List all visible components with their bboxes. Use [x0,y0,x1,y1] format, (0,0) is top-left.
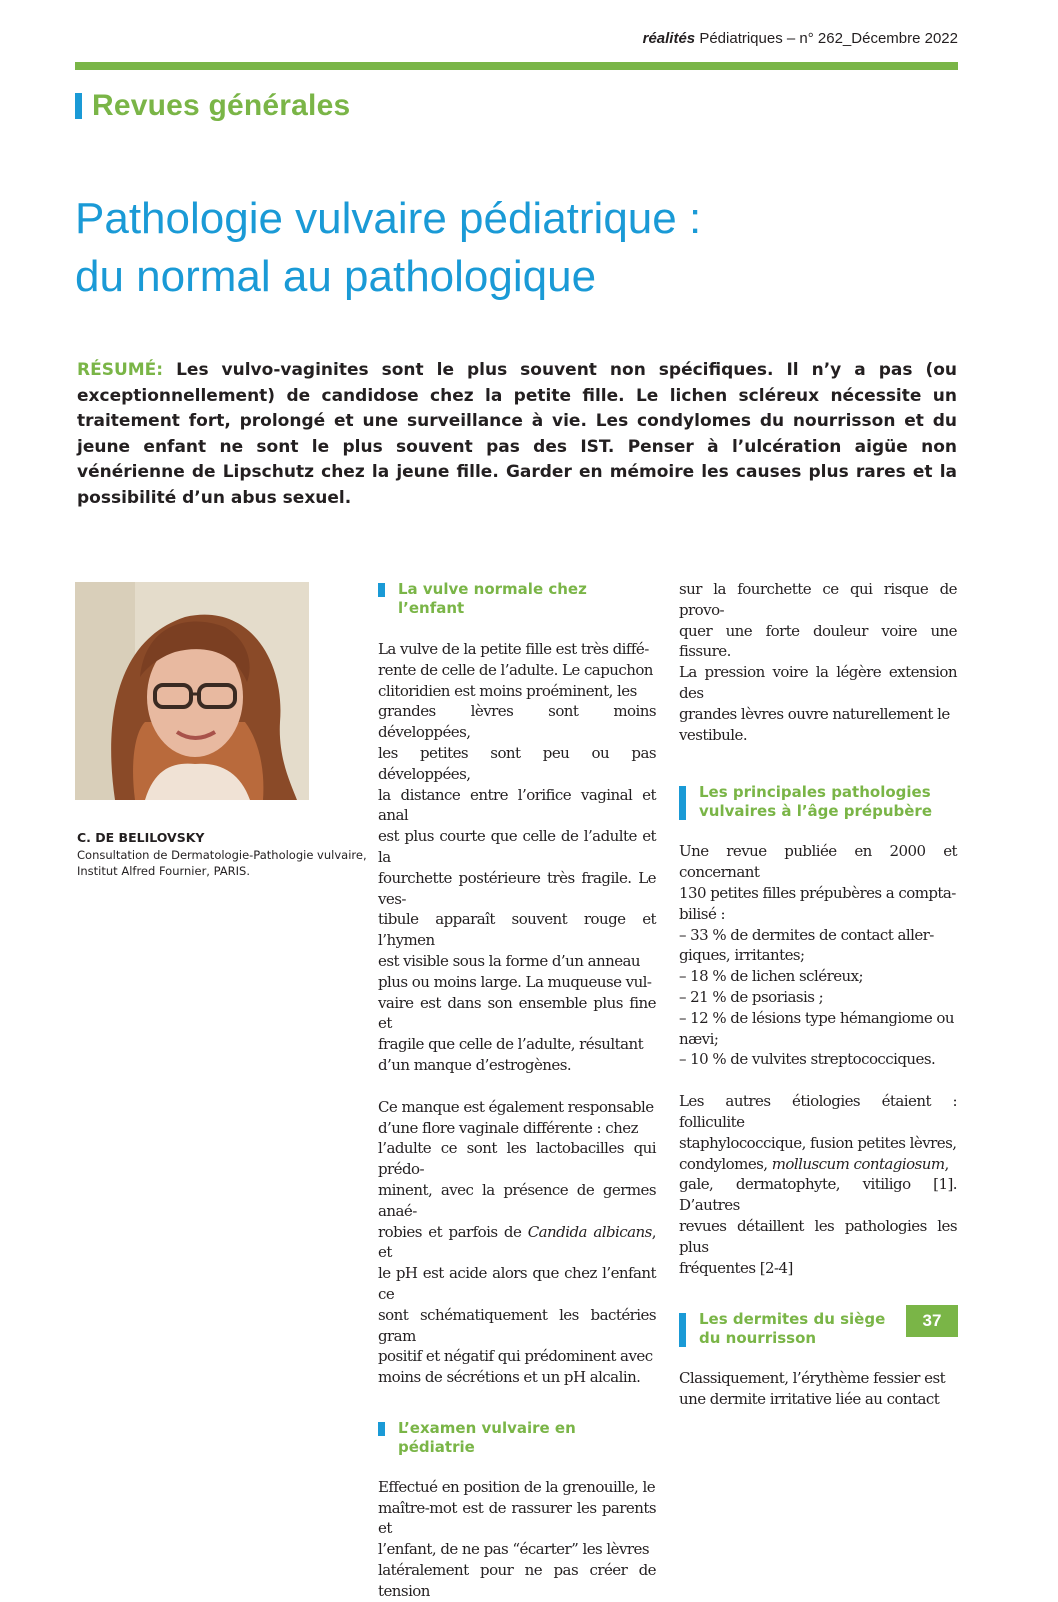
subheading-main-pathologies [679,783,957,821]
column-2 [679,578,957,1410]
text-line: La pression voire la légère extension des [679,663,957,702]
subheading-text: vulvaires à l’âge prépubère [699,802,933,821]
page-number: 37 [906,1305,958,1337]
text-line: minent, avec la présence de germes anaé- [378,1180,656,1220]
text-line: – 10 % de vulvites streptococciques. [679,1050,936,1069]
header-rule [75,62,958,70]
paragraph [378,1097,656,1388]
text-line: moins de sécrétions et un pH alcalin. [378,1368,641,1387]
text-line: nævi; [679,1029,719,1048]
text-line: l’adulte ce sont les lactobacilles qui prédo- [378,1139,656,1179]
section-square-icon [75,93,82,119]
paragraph [679,1091,957,1278]
text-line: – 12 % de lésions type hémangiome ou [679,1008,955,1027]
text-line: clitoridien est moins proéminent, les [378,681,637,700]
text-line: gale, dermatophyte, vitiligo [1]. D’autres [679,1175,957,1215]
author-affiliation-1: Consultation de Dermatologie-Pathologie vulvaire, [77,848,367,862]
paragraph [679,841,957,1070]
text-line: Classiquement, l’érythème fessier est [679,1369,946,1388]
text-line: d’une flore vaginale différente : chez [378,1118,638,1137]
subheading-square-icon [378,1422,385,1436]
text-line: la distance entre l’orifice vaginal et anal [378,785,656,825]
text-line: rente de celle de l’adulte. Le capuchon [378,660,653,679]
title-line-1: Pathologie vulvaire pédiatrique : [75,194,702,243]
journal-name: réalités [642,30,696,47]
text-line: grandes lèvres sont moins développées, [378,702,656,742]
paragraph [679,579,957,745]
text-line: l’enfant, de ne pas “écarter” les lèvres [378,1540,649,1559]
paragraph [378,1477,656,1602]
author-affiliation-2: Institut Alfred Fournier, PARIS. [77,864,251,878]
species-name: Candida albicans [527,1222,652,1241]
text-line: fourchette postérieure très fragile. Le ves- [378,868,656,908]
text-line: Ce manque est également responsable [378,1097,654,1116]
text-line: plus ou moins large. La muqueuse vul- [378,972,652,991]
subheading-text: La vulve normale chez l’enfant [398,580,587,617]
text-line: quer une forte douleur voire une fissure. [679,621,957,661]
text-line: sont schématiquement les bactéries gram [378,1305,656,1345]
column-1 [378,578,656,1602]
text-line: latéralement pour ne pas créer de tension [378,1561,656,1600]
subheading-square-icon [679,1313,686,1347]
issue-info: Pédiatriques – n° 262_Décembre 2022 [695,30,958,47]
subheading-normal-vulva [378,580,656,618]
portrait-image [75,582,309,800]
author-photo [75,582,309,800]
text-line: Effectué en position de la grenouille, le [378,1477,656,1496]
text-line: 130 petites filles prépubères a compta- [679,883,956,902]
text-line: les petites sont peu ou pas développées, [378,743,656,783]
text-line: – 21 % de psoriasis ; [679,987,824,1006]
text-line: maître-mot est de rassurer les parents et [378,1498,656,1538]
text-fragment: robies et parfois de [378,1222,528,1241]
text-fragment: , [944,1154,949,1173]
text-line: La vulve de la petite fille est très diffé- [378,640,649,658]
text-fragment: , et [378,1222,657,1262]
title-line-2: du normal au pathologique [75,252,597,301]
author-block [77,830,367,879]
article-title [75,190,955,306]
text-line: staphylococcique, fusion petites lèvres, [679,1133,957,1152]
text-line: – 18 % de lichen scléreux; [679,967,864,986]
text-line: vaire est dans son ensemble plus fine et [378,993,656,1033]
text-line: d’un manque d’estrogènes. [378,1055,572,1074]
subheading-text: Les dermites du siège [699,1310,886,1329]
text-line: le pH est acide alors que chez l’enfant ce [378,1264,656,1303]
text-line: sur la fourchette ce qui risque de provo- [679,580,957,619]
section-tag [75,90,350,122]
text-line: fréquentes [2-4] [679,1258,793,1277]
text-line: grandes lèvres ouvre naturellement le [679,704,950,723]
subheading-square-icon [679,786,686,820]
text-line: vestibule. [679,725,748,744]
paragraph [679,1368,957,1410]
text-line: est plus courte que celle de l’adulte et la [378,827,656,866]
text-line: Une revue publiée en 2000 et concernant [679,842,957,882]
subheading-examination [378,1419,656,1457]
subheading-text: Les principales pathologies [699,783,931,802]
text-line [378,1222,656,1264]
text-line: est visible sous la forme d’un anneau [378,951,641,970]
text-line: positif et négatif qui prédominent avec [378,1347,653,1366]
abstract-label: RÉSUMÉ: [77,360,164,380]
subheading-text: L’examen vulvaire en pédiatrie [398,1418,576,1456]
text-line: giques, irritantes; [679,946,805,965]
species-name: molluscum contagiosum [771,1154,945,1173]
text-line: tibule apparaît souvent rouge et l’hymen [378,910,656,950]
author-name: C. DE BELILOVSKY [77,830,205,845]
subheading-text: du nourrisson [699,1329,817,1348]
abstract [77,358,957,511]
subheading-square-icon [378,583,385,597]
running-header [75,30,958,47]
text-line: fragile que celle de l’adulte, résultant [378,1035,644,1054]
text-line: une dermite irritative liée au contact [679,1390,940,1409]
text-fragment: condylomes, [679,1154,772,1173]
section-label: Revues générales [92,89,351,122]
text-line: – 33 % de dermites de contact aller- [679,925,934,944]
text-line: bilisé : [679,904,725,923]
text-line: revues détaillent les pathologies les plus [679,1216,957,1256]
abstract-text: Les vulvo-vaginites sont le plus souvent non spécifiques. Il n’y a pas (ou exceptionnellement) de candidose chez la petite fille. Le lichen scléreux nécessite un traitement fort, prolongé et une surveillance à vie. Les condylomes du nourrisson et du jeune enfant ne sont le plus souvent pas des IST. Penser à l’ulcération aigüe non vénérienne de Lipschutz chez la jeune fille. Garder en mémoire les causes plus rares et la possibilité d’un abus sexuel. [77,360,957,508]
text-line: Les autres étiologies étaient : folliculite [679,1092,957,1131]
paragraph [378,639,656,1076]
text-line [679,1154,957,1175]
